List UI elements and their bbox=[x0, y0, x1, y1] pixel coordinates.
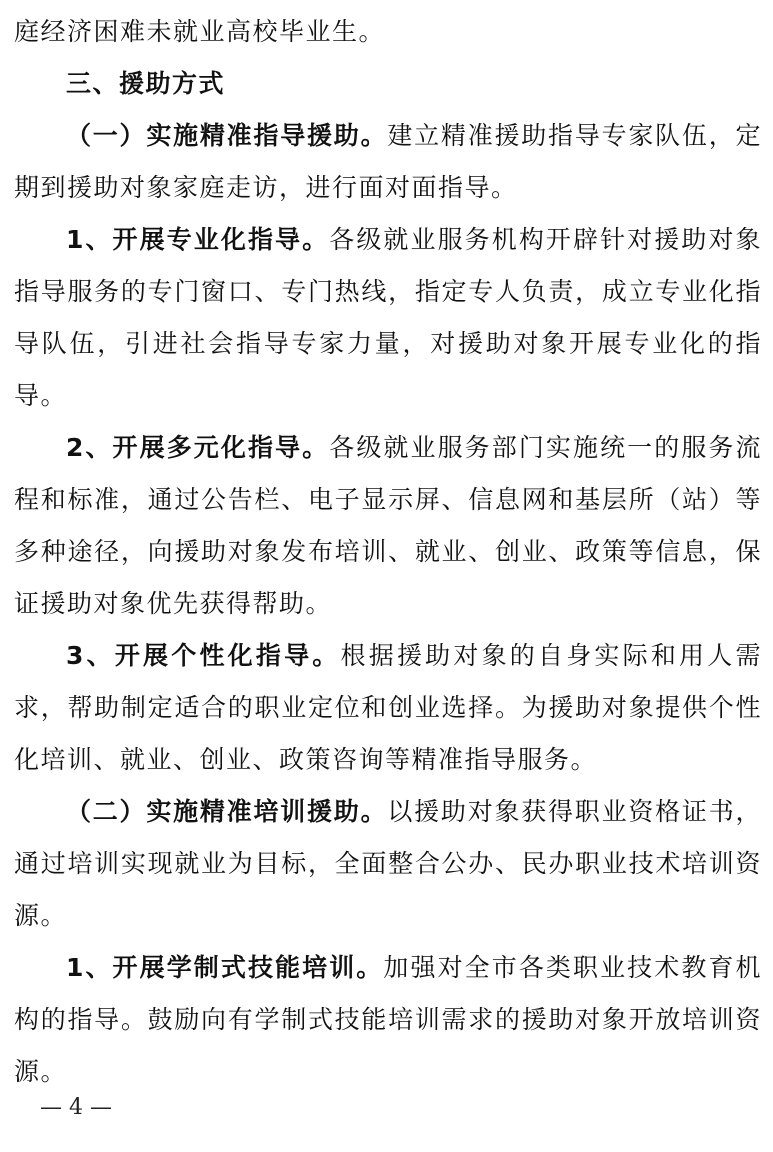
paragraph-text: 建立精准援助指导专家队伍，定期到援助对象家庭走访，进行面对面指导。 bbox=[14, 121, 762, 202]
paragraph-text: 庭经济困难未就业高校毕业生。 bbox=[14, 17, 386, 46]
paragraph-text: 以援助对象获得职业资格证书，通过培训实现就业为目标，全面整合公办、民办职业技术培训资源。 bbox=[14, 797, 762, 930]
paragraph-specialized-guidance bbox=[14, 214, 762, 422]
paragraph-lead: 1、开展学制式技能培训。 bbox=[66, 953, 384, 982]
paragraph-skill-training bbox=[14, 942, 762, 1098]
paragraph-text: 加强对全市各类职业技术教育机构的指导。鼓励向有学制式技能培训需求的援助对象开放培训资源。 bbox=[14, 953, 762, 1086]
paragraph-lead: 1、开展专业化指导。 bbox=[66, 225, 330, 254]
paragraph-continuation bbox=[14, 6, 762, 58]
paragraph-lead: （一）实施精准指导援助。 bbox=[66, 121, 388, 150]
page-number: — 4 — bbox=[40, 1095, 112, 1120]
paragraph-guidance-assistance bbox=[14, 110, 762, 214]
paragraph-lead: （二）实施精准培训援助。 bbox=[66, 797, 388, 826]
paragraph-diversified-guidance bbox=[14, 422, 762, 630]
paragraph-text: 各级就业服务部门实施统一的服务流程和标准，通过公告栏、电子显示屏、信息网和基层所（站）等多种途径，向援助对象发布培训、就业、创业、政策等信息，保证援助对象优先获得帮助。 bbox=[14, 433, 762, 618]
paragraph-personalized-guidance bbox=[14, 630, 762, 786]
paragraph-text: 各级就业服务机构开辟针对援助对象指导服务的专门窗口、专门热线，指定专人负责，成立专业化指导队伍，引进社会指导专家力量，对援助对象开展专业化的指导。 bbox=[14, 225, 762, 410]
section-heading: 三、援助方式 bbox=[66, 69, 226, 98]
paragraph-text: 根据援助对象的自身实际和用人需求，帮助制定适合的职业定位和创业选择。为援助对象提供个性化培训、就业、创业、政策咨询等精准指导服务。 bbox=[14, 641, 762, 774]
paragraph-lead: 2、开展多元化指导。 bbox=[66, 433, 330, 462]
paragraph-lead: 3、开展个性化指导。 bbox=[66, 641, 341, 670]
paragraph-training-assistance bbox=[14, 786, 762, 942]
